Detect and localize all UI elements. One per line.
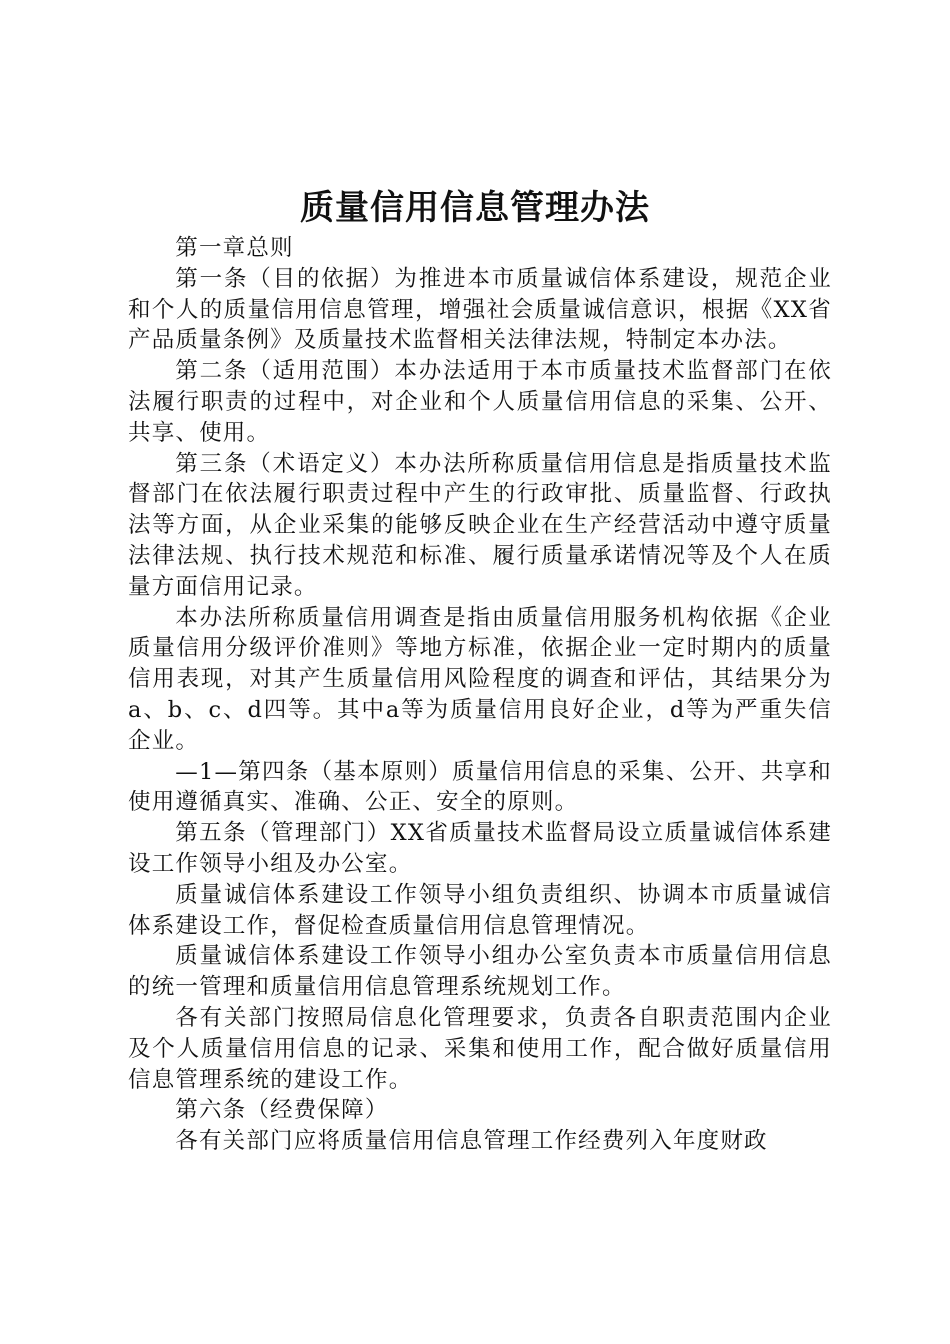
funding-paragraph: 各有关部门应将质量信用信息管理工作经费列入年度财政 xyxy=(175,1128,768,1155)
group-office-paragraph: 质量诚信体系建设工作领导小组办公室负责本市质量信用信息的统一管理和质量信用信息管理系统规划工作。 xyxy=(128,943,832,1001)
chapter-heading: 第一章总则 xyxy=(175,235,294,261)
document-title: 质量信用信息管理办法 xyxy=(300,188,650,228)
leading-group-paragraph: 质量诚信体系建设工作领导小组负责组织、协调本市质量诚信体系建设工作，督促检查质量信用信息管理情况。 xyxy=(128,881,832,939)
article-6-heading: 第六条（经费保障） xyxy=(175,1097,389,1124)
article-3-paragraph: 第三条（术语定义）本办法所称质量信用信息是指质量技术监督部门在依法履行职责过程中产生的行政审批、质量监督、行政执法等方面，从企业采集的能够反映企业在生产经营活动中遵守质量法律法规、执行技术规范和标准、履行质量承诺情况等及个人在质量方面信用记录。 xyxy=(128,450,832,600)
article-2-paragraph: 第二条（适用范围）本办法适用于本市质量技术监督部门在依法履行职责的过程中，对企业和个人质量信用信息的采集、公开、共享、使用。 xyxy=(128,358,832,446)
credit-survey-paragraph: 本办法所称质量信用调查是指由质量信用服务机构依据《企业质量信用分级评价准则》等地方标准，依据企业一定时期内的质量信用表现，对其产生质量信用风险程度的调查和评估，其结果分为a、b、c、d四等。其中a等为质量信用良好企业，d等为严重失信企业。 xyxy=(128,604,832,754)
article-1-paragraph: 第一条（目的依据）为推进本市质量诚信体系建设，规范企业和个人的质量信用信息管理，增强社会质量诚信意识，根据《XX省产品质量条例》及质量技术监督相关法律法规，特制定本办法。 xyxy=(128,265,832,354)
article-5-paragraph: 第五条（管理部门）XX省质量技术监督局设立质量诚信体系建设工作领导小组及办公室。 xyxy=(128,820,832,877)
departments-paragraph: 各有关部门按照局信息化管理要求，负责各自职责范围内企业及个人质量信用信息的记录、采集和使用工作，配合做好质量信用信息管理系统的建设工作。 xyxy=(128,1004,832,1093)
article-4-paragraph: —1—第四条（基本原则）质量信用信息的采集、公开、共享和使用遵循真实、准确、公正、安全的原则。 xyxy=(128,758,832,816)
document-body xyxy=(128,233,832,1157)
